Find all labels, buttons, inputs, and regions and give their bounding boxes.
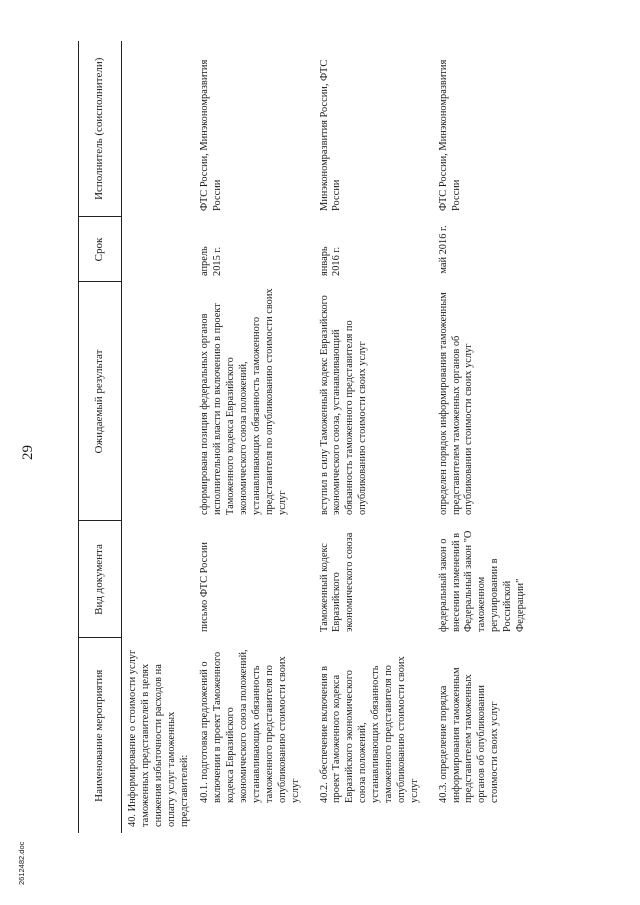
row-doc-type: федеральный закон о внесении изменений в Федеральный закон "О таможенном регулировании в Российской Федерации"	[437, 530, 527, 632]
row-name: 40.2. обеспечение включения в проект Таможенного кодекса Евразийского экономического союза положений, устанавливающих обязанность таможенного представителя по опубликованию стоимости своих услуг	[318, 656, 420, 803]
row-name: 40.1. подготовка предложений о включении в проект Таможенного кодекса Евразийского экономического союза положений, устанавливающих обязанность таможенного представителя по опубликованию стоимости своих услуг	[199, 649, 301, 803]
table-row	[317, 41, 436, 833]
row-executor: Минэкономразвития России, ФТС России	[318, 59, 343, 211]
header-result: Ожидаемый результат	[79, 282, 122, 521]
row-result: определен порядок информирования таможенным представителем таможенных органов об опубликовании стоимости своих услуг	[437, 292, 475, 515]
row-term: май 2016 г.	[437, 225, 449, 274]
row-executor: ФТС России, Минэкономразвития России	[199, 59, 224, 211]
page-number: 29	[20, 445, 36, 460]
header-doc-type: Вид документа	[79, 521, 122, 638]
row-doc-type: письмо ФТС России	[199, 542, 211, 632]
header-executor: Исполнитель (соисполнители)	[79, 41, 122, 217]
action-plan-table	[78, 41, 542, 833]
header-name: Наименование мероприятия	[79, 638, 122, 833]
document-id: 2612482.doc	[17, 841, 26, 885]
row-result: сформирована позиция федеральных органов исполнительной власти по включению в проект Таможенного кодекса Евразийского экономического союза положений, устанавливающих обязанность таможенного представителя по опубликованию стоимости своих услуг	[199, 288, 288, 515]
section-title: 40. Информирование о стоимости услуг таможенных представителей в целях снижения избыточности расходов на оплату услуг таможенных представителей:	[127, 649, 190, 827]
header-term: Срок	[79, 217, 122, 282]
row-result: вступил в силу Таможенный кодекс Евразийского экономического союза, устанавливающий обязанность таможенного представителя по опубликованию стоимости своих услуг	[318, 295, 369, 515]
row-term: апрель 2015 г.	[199, 246, 224, 276]
section-row	[122, 41, 198, 833]
row-executor: ФТС России, Минэкономразвития России	[437, 59, 462, 211]
table-header	[79, 41, 122, 833]
row-doc-type: Таможенный кодекс Евразийского экономического союза	[318, 532, 356, 632]
table-row	[436, 41, 542, 833]
row-term: январь 2016 г.	[318, 246, 343, 276]
row-name: 40.3. определение порядка информирования таможенным представителем таможенных органов об опубликовании стоимости своих услуг	[437, 667, 501, 803]
table-row	[197, 41, 316, 833]
